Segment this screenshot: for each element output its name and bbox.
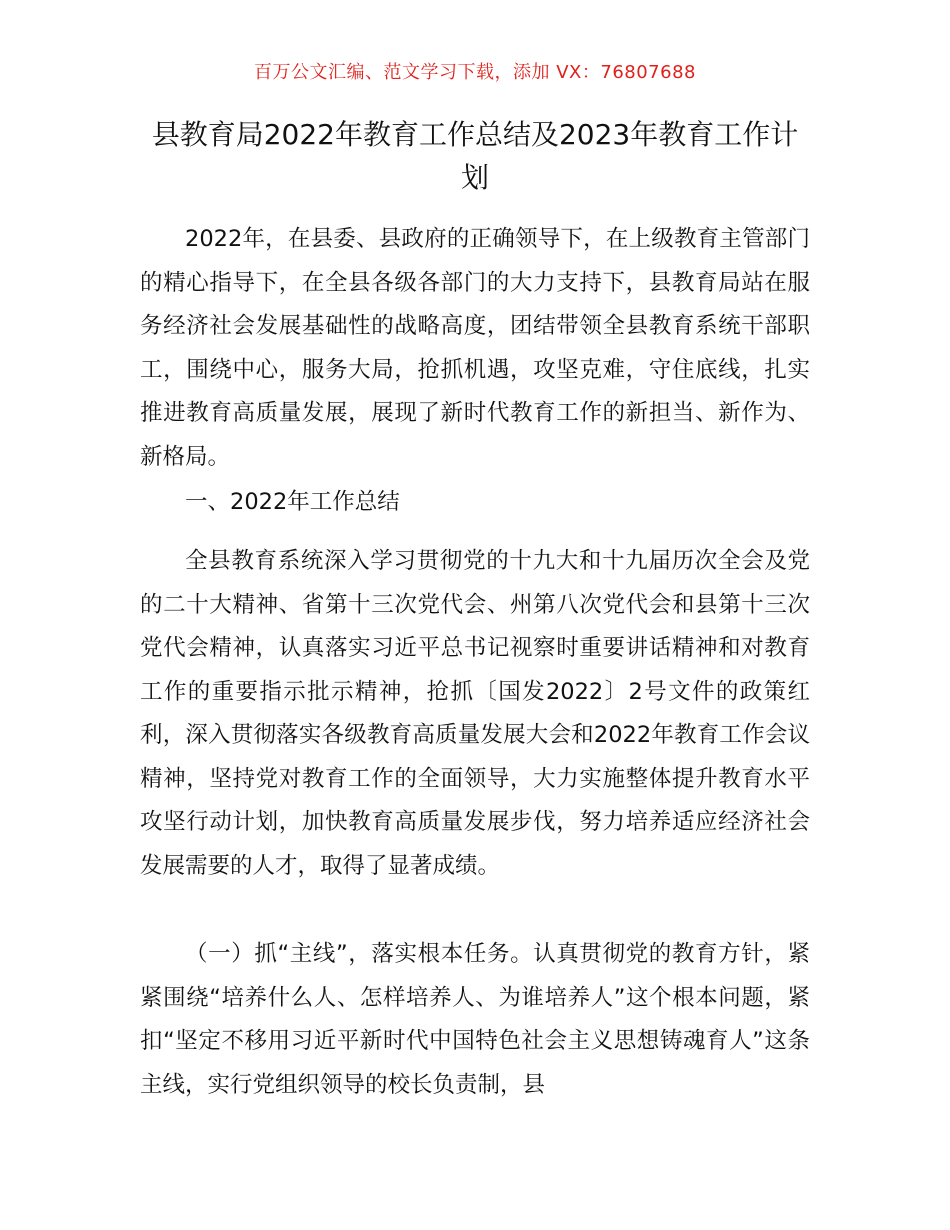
paragraph-summary: 全县教育系统深入学习贯彻党的十九大和十九届历次全会及党的二十大精神、省第十三次党代会、州第八次党代会和县第十三次党代会精神，认真落实习近平总书记视察时重要讲话精神和对教育工作的重要指示批示精神，抢抓〔国发2022〕2号文件的政策红利，深入贯彻落实各级教育高质量发展大会和2022年教育工作会议精神，坚持党对教育工作的全面领导，大力实施整体提升教育水平攻坚行动计划，加快教育高质量发展步伐，努力培养适应经济社会发展需要的人才，取得了显著成绩。 [140, 548, 810, 879]
watermark-header: 百万公文汇编、范文学习下载，添加 VX：76807688 [254, 62, 696, 83]
paragraph-main-line: （一）抓“主线”，落实根本任务。认真贯彻党的教育方针，紧紧围绕“培养什么人、怎样培养人、为谁培养人”这个根本问题，紧扣“坚定不移用习近平新时代中国特色社会主义思想铸魂育人”这条主线，实行党组织领导的校长负责制，县 [140, 941, 810, 1098]
section-heading: 一、2022年工作总结 [185, 489, 400, 515]
paragraph-intro: 2022年，在县委、县政府的正确领导下，在上级教育主管部门的精心指导下，在全县各级各部门的大力支持下，县教育局站在服务经济社会发展基础性的战略高度，团结带领全县教育系统干部职工，围绕中心，服务大局，抢抓机遇，攻坚克难，守住底线，扎实推进教育高质量发展，展现了新时代教育工作的新担当、新作为、新格局。 [140, 226, 810, 470]
document-title: 县教育局2022年教育工作总结及2023年教育工作计划 [151, 118, 799, 194]
